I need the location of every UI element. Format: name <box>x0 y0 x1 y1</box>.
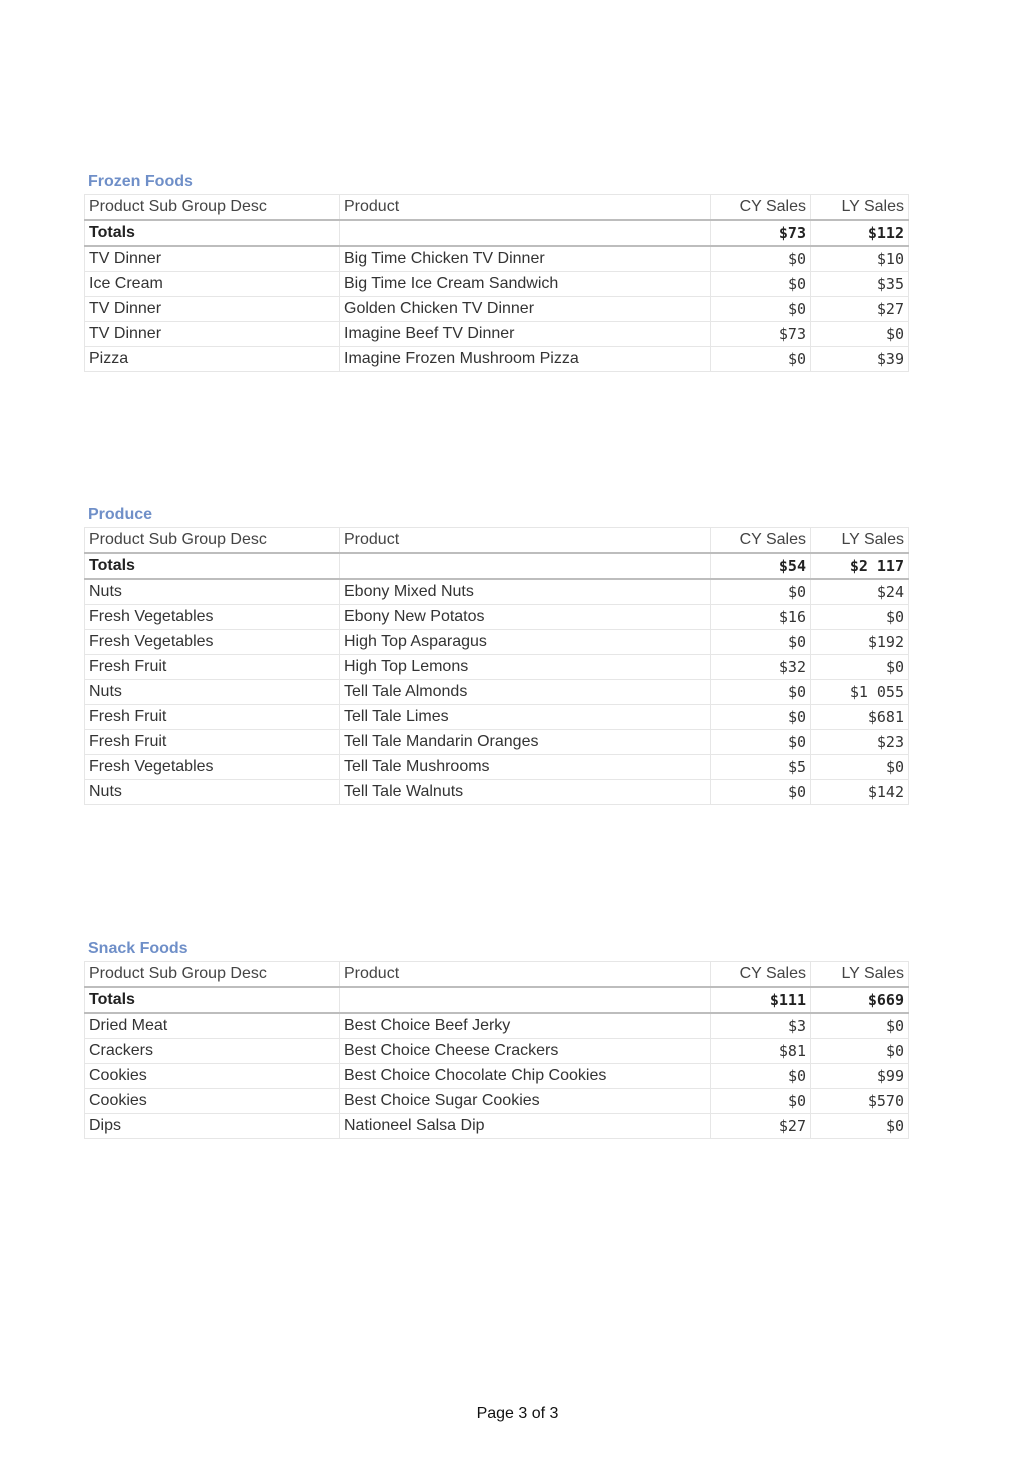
cell-sub-group: Nuts <box>85 579 340 605</box>
cell-ly-sales: $23 <box>811 730 909 755</box>
cell-cy-sales: $27 <box>711 1114 811 1139</box>
totals-ly-sales: $2 117 <box>811 553 909 579</box>
cell-sub-group: TV Dinner <box>85 297 340 322</box>
cell-product: Tell Tale Almonds <box>340 680 711 705</box>
cell-ly-sales: $35 <box>811 272 909 297</box>
table-row <box>85 272 909 297</box>
section-snack-foods <box>84 939 908 1139</box>
cell-product: Tell Tale Mandarin Oranges <box>340 730 711 755</box>
cell-product: Golden Chicken TV Dinner <box>340 297 711 322</box>
cell-cy-sales: $5 <box>711 755 811 780</box>
column-header-product[interactable]: Product <box>340 528 711 554</box>
cell-sub-group: Dried Meat <box>85 1013 340 1039</box>
cell-ly-sales: $570 <box>811 1089 909 1114</box>
table-row <box>85 1039 909 1064</box>
table-row <box>85 347 909 372</box>
cell-cy-sales: $0 <box>711 1064 811 1089</box>
cell-product: Ebony New Potatos <box>340 605 711 630</box>
cell-product: Ebony Mixed Nuts <box>340 579 711 605</box>
cell-cy-sales: $3 <box>711 1013 811 1039</box>
cell-cy-sales: $0 <box>711 1089 811 1114</box>
cell-product: Best Choice Sugar Cookies <box>340 1089 711 1114</box>
cell-ly-sales: $1 055 <box>811 680 909 705</box>
cell-cy-sales: $0 <box>711 579 811 605</box>
cell-cy-sales: $73 <box>711 322 811 347</box>
totals-row <box>85 220 909 246</box>
cell-sub-group: Nuts <box>85 680 340 705</box>
cell-sub-group: Fresh Fruit <box>85 655 340 680</box>
column-header-product[interactable]: Product <box>340 962 711 988</box>
table-row <box>85 297 909 322</box>
column-header-group[interactable]: Product Sub Group Desc <box>85 962 340 988</box>
cell-ly-sales: $0 <box>811 1114 909 1139</box>
cell-product: Best Choice Beef Jerky <box>340 1013 711 1039</box>
cell-cy-sales: $0 <box>711 630 811 655</box>
table-row <box>85 1114 909 1139</box>
column-header-cy-sales[interactable]: CY Sales <box>711 528 811 554</box>
totals-cy-sales: $73 <box>711 220 811 246</box>
cell-sub-group: TV Dinner <box>85 322 340 347</box>
table-row <box>85 1064 909 1089</box>
table-row <box>85 705 909 730</box>
table-header-row <box>85 962 909 988</box>
cell-product: High Top Lemons <box>340 655 711 680</box>
cell-sub-group: Fresh Vegetables <box>85 755 340 780</box>
cell-sub-group: Cookies <box>85 1089 340 1114</box>
cell-ly-sales: $142 <box>811 780 909 805</box>
cell-sub-group: Ice Cream <box>85 272 340 297</box>
column-header-ly-sales[interactable]: LY Sales <box>811 195 909 221</box>
table-row <box>85 730 909 755</box>
cell-ly-sales: $0 <box>811 605 909 630</box>
table-row <box>85 1089 909 1114</box>
cell-product: Tell Tale Walnuts <box>340 780 711 805</box>
totals-row <box>85 987 909 1013</box>
totals-label: Totals <box>85 220 340 246</box>
column-header-cy-sales[interactable]: CY Sales <box>711 962 811 988</box>
column-header-product[interactable]: Product <box>340 195 711 221</box>
page-number: Page 3 of 3 <box>476 1405 559 1422</box>
cell-sub-group: Cookies <box>85 1064 340 1089</box>
section-frozen-foods <box>84 172 908 372</box>
cell-ly-sales: $24 <box>811 579 909 605</box>
table-row <box>85 680 909 705</box>
table-row <box>85 605 909 630</box>
cell-ly-sales: $0 <box>811 1013 909 1039</box>
sales-table <box>84 961 909 1139</box>
column-header-cy-sales[interactable]: CY Sales <box>711 195 811 221</box>
cell-cy-sales: $0 <box>711 705 811 730</box>
cell-product: Tell Tale Mushrooms <box>340 755 711 780</box>
column-header-group[interactable]: Product Sub Group Desc <box>85 528 340 554</box>
cell-sub-group: TV Dinner <box>85 246 340 272</box>
cell-cy-sales: $0 <box>711 297 811 322</box>
column-header-group[interactable]: Product Sub Group Desc <box>85 195 340 221</box>
totals-empty-cell <box>340 553 711 579</box>
cell-product: Big Time Chicken TV Dinner <box>340 246 711 272</box>
cell-product: High Top Asparagus <box>340 630 711 655</box>
cell-product: Big Time Ice Cream Sandwich <box>340 272 711 297</box>
cell-ly-sales: $0 <box>811 755 909 780</box>
sales-table <box>84 527 909 805</box>
cell-ly-sales: $0 <box>811 655 909 680</box>
cell-cy-sales: $0 <box>711 780 811 805</box>
cell-cy-sales: $0 <box>711 272 811 297</box>
cell-cy-sales: $0 <box>711 347 811 372</box>
totals-ly-sales: $112 <box>811 220 909 246</box>
column-header-ly-sales[interactable]: LY Sales <box>811 528 909 554</box>
table-row <box>85 579 909 605</box>
cell-ly-sales: $99 <box>811 1064 909 1089</box>
section-title: Produce <box>88 506 153 523</box>
cell-cy-sales: $16 <box>711 605 811 630</box>
cell-cy-sales: $32 <box>711 655 811 680</box>
cell-cy-sales: $0 <box>711 246 811 272</box>
table-row <box>85 780 909 805</box>
cell-ly-sales: $27 <box>811 297 909 322</box>
cell-sub-group: Nuts <box>85 780 340 805</box>
totals-label: Totals <box>85 987 340 1013</box>
column-header-ly-sales[interactable]: LY Sales <box>811 962 909 988</box>
cell-ly-sales: $10 <box>811 246 909 272</box>
cell-sub-group: Pizza <box>85 347 340 372</box>
section-produce <box>84 505 908 805</box>
cell-ly-sales: $0 <box>811 1039 909 1064</box>
totals-empty-cell <box>340 220 711 246</box>
cell-sub-group: Dips <box>85 1114 340 1139</box>
totals-empty-cell <box>340 987 711 1013</box>
totals-cy-sales: $54 <box>711 553 811 579</box>
cell-product: Tell Tale Limes <box>340 705 711 730</box>
cell-ly-sales: $0 <box>811 322 909 347</box>
totals-cy-sales: $111 <box>711 987 811 1013</box>
cell-product: Imagine Frozen Mushroom Pizza <box>340 347 711 372</box>
totals-ly-sales: $669 <box>811 987 909 1013</box>
cell-ly-sales: $681 <box>811 705 909 730</box>
sales-table <box>84 194 909 372</box>
totals-label: Totals <box>85 553 340 579</box>
table-row <box>85 755 909 780</box>
table-row <box>85 1013 909 1039</box>
section-title: Frozen Foods <box>88 173 193 190</box>
cell-sub-group: Fresh Fruit <box>85 730 340 755</box>
cell-cy-sales: $0 <box>711 680 811 705</box>
cell-sub-group: Fresh Fruit <box>85 705 340 730</box>
cell-product: Best Choice Chocolate Chip Cookies <box>340 1064 711 1089</box>
table-header-row <box>85 528 909 554</box>
cell-cy-sales: $0 <box>711 730 811 755</box>
cell-cy-sales: $81 <box>711 1039 811 1064</box>
cell-ly-sales: $39 <box>811 347 909 372</box>
cell-ly-sales: $192 <box>811 630 909 655</box>
table-row <box>85 630 909 655</box>
cell-product: Imagine Beef TV Dinner <box>340 322 711 347</box>
table-row <box>85 246 909 272</box>
cell-product: Nationeel Salsa Dip <box>340 1114 711 1139</box>
cell-sub-group: Fresh Vegetables <box>85 605 340 630</box>
table-row <box>85 322 909 347</box>
table-row <box>85 655 909 680</box>
cell-sub-group: Fresh Vegetables <box>85 630 340 655</box>
table-header-row <box>85 195 909 221</box>
cell-product: Best Choice Cheese Crackers <box>340 1039 711 1064</box>
cell-sub-group: Crackers <box>85 1039 340 1064</box>
section-title: Snack Foods <box>88 940 188 957</box>
totals-row <box>85 553 909 579</box>
